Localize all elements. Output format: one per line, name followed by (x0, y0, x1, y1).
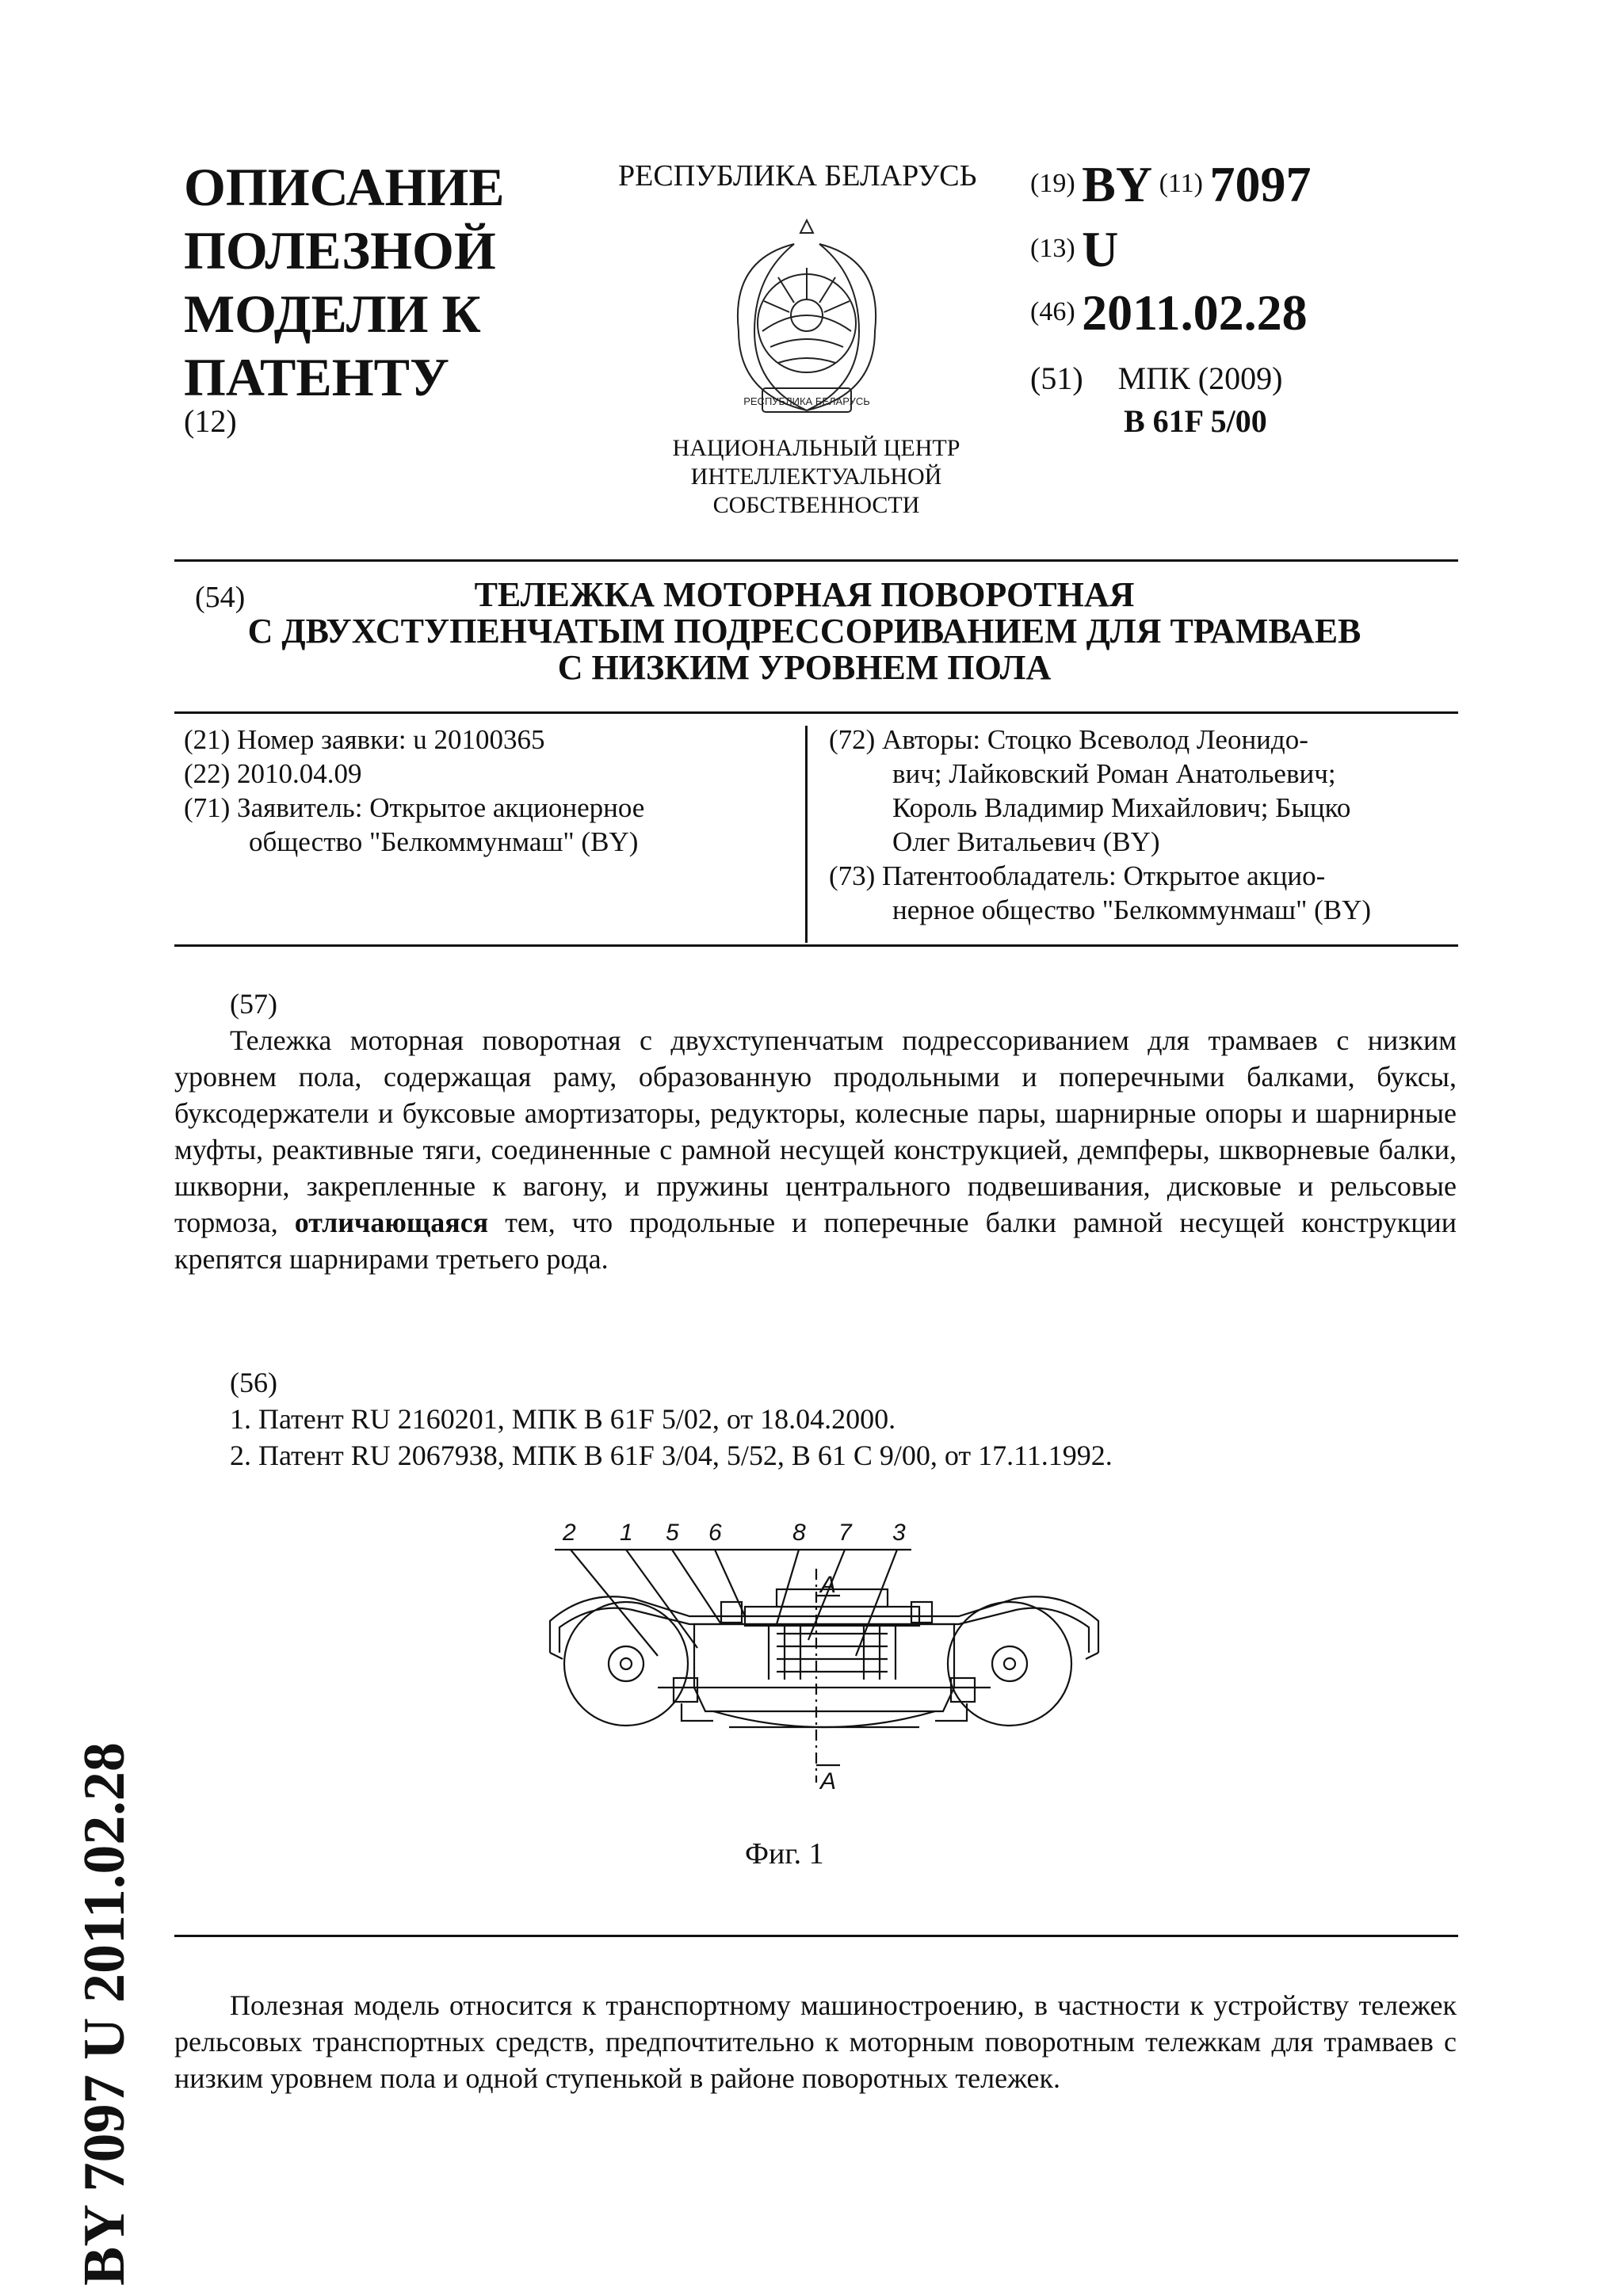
code-12: (12) (184, 403, 237, 439)
figure-label: 6 (708, 1520, 722, 1546)
figure-label: 8 (792, 1520, 806, 1546)
divider (174, 1935, 1458, 1937)
inid-51: (51) (1030, 360, 1083, 396)
country-name: РЕСПУБЛИКА БЕЛАРУСЬ (618, 159, 977, 193)
bogie-drawing (539, 1513, 1109, 1814)
biblio-date (1030, 284, 1308, 342)
patent-number: 7097 (1209, 156, 1312, 212)
office-line: ИНТЕЛЛЕКТУАЛЬНОЙ (690, 463, 942, 490)
abstract-text (174, 1022, 1457, 1277)
application-number: (21) Номер заявки: u 20100365 (184, 724, 545, 755)
divider (174, 711, 1458, 714)
biblio-kind (1030, 220, 1118, 279)
applicant-line: общество "Белкоммунмаш" (BY) (249, 826, 639, 857)
reference-item: 2. Патент RU 2067938, МПК B 61F 3/04, 5/52, B 61 C 9/00, от 17.11.1992. (230, 1440, 1113, 1471)
biblio-number (1030, 155, 1311, 214)
figure-label: 1 (620, 1520, 633, 1546)
figure-label: 7 (838, 1520, 852, 1546)
abstract-keyword: отличающаяся (294, 1207, 489, 1238)
doc-type-line: ПАТЕНТУ (184, 347, 449, 407)
biblio-ipc (1030, 360, 1282, 397)
reference-item: 1. Патент RU 2160201, МПК B 61F 5/02, от 18.04.2000. (230, 1403, 896, 1435)
title-line: С ДВУХСТУПЕНЧАТЫМ ПОДРЕССОРИВАНИЕМ ДЛЯ ТРАМВАЕВ (247, 612, 1361, 650)
divider (174, 944, 1458, 947)
office-line: СОБСТВЕННОСТИ (712, 492, 920, 518)
section-label: А (820, 1768, 837, 1794)
section-label: А (820, 1572, 837, 1598)
document-type (184, 155, 505, 409)
doc-type-line: МОДЕЛИ К (184, 284, 481, 344)
references (174, 1364, 1457, 1474)
ipc-code: B 61F 5/00 (1124, 403, 1267, 439)
abstract-part: тем, что продольные и поперечные балки рамной несущей конструкции крепятся шарнирами третьего рода. (174, 1207, 1457, 1275)
references-code: (56) (230, 1367, 277, 1398)
title-line: С НИЗКИМ УРОВНЕМ ПОЛА (557, 648, 1052, 687)
description-text: Полезная модель относится к транспортному машиностроению, в частности к устройству тележек рельсовых транспортных средств, предпочтительно к моторным поворотным тележкам для трамваев с низким уровнем пола и одной ступенькой в районе поворотных тележек. (174, 1989, 1457, 2094)
state-emblem-icon (707, 212, 907, 431)
figure-label: 2 (563, 1520, 576, 1546)
patent-office (658, 434, 975, 520)
authors-line: вич; Лайковский Роман Анатольевич; (892, 758, 1336, 789)
title-line: ТЕЛЕЖКА МОТОРНАЯ ПОВОРОТНАЯ (474, 575, 1135, 614)
ipc-label: МПК (2009) (1117, 360, 1283, 396)
inid-46: (46) (1030, 297, 1075, 326)
kind-code: U (1082, 221, 1119, 277)
divider (174, 559, 1458, 562)
authors-line: Король Владимир Михайлович; Быцко (892, 792, 1351, 823)
figure-label: 5 (666, 1520, 679, 1546)
inid-13: (13) (1030, 234, 1075, 263)
filing-date: (22) 2010.04.09 (184, 758, 362, 789)
abstract-code: (57) (230, 988, 277, 1020)
application-info (184, 723, 769, 859)
emblem-ribbon-text: РЕСПУБЛИКА БЕЛАРУСЬ (743, 395, 870, 407)
owner-line: (73) Патентообладатель: Открытое акцио- (829, 860, 1326, 891)
column-divider (805, 726, 808, 943)
sideways-identifier: BY 7097 U 2011.02.28 (72, 1742, 137, 2286)
doc-type-line: ПОЛЕЗНОЙ (184, 220, 496, 280)
abstract-part: Тележка моторная поворотная с двухступенчатым подрессориванием для трамваев с низким уровнем пола, содержащая раму, образованную продольными и поперечными балками, буксы, буксодержатели и буксовые амортизаторы, редукторы, колесные пары, шарнирные опоры и шарнирные муфты, реактивные тяги, соединенные с рамной несущей конструкцией, демпферы, шкворневые балки, шкворни, закрепленные к вагону, и пружины центрального подвешивания, дисковые и рельсовые тормоза, (174, 1024, 1457, 1238)
figure-label: 3 (892, 1520, 906, 1546)
office-line: НАЦИОНАЛЬНЫЙ ЦЕНТР (672, 435, 960, 461)
figure-caption: Фиг. 1 (745, 1837, 824, 1871)
country-code: BY (1082, 156, 1153, 212)
authors-line: (72) Авторы: Стоцко Всеволод Леонидо- (829, 724, 1308, 755)
inid-54: (54) (195, 581, 246, 614)
owner-line: нерное общество "Белкоммунмаш" (BY) (892, 894, 1372, 925)
patent-title (238, 577, 1371, 686)
inid-19: (19) (1030, 169, 1075, 198)
applicant-line: (71) Заявитель: Открытое акционерное (184, 792, 645, 823)
authors-info (829, 723, 1453, 927)
publication-date: 2011.02.28 (1082, 284, 1308, 341)
doc-type-line: ОПИСАНИЕ (184, 157, 505, 217)
inid-57 (174, 986, 1457, 1022)
inid-11: (11) (1159, 169, 1203, 198)
authors-line: Олег Витальевич (BY) (892, 826, 1160, 857)
